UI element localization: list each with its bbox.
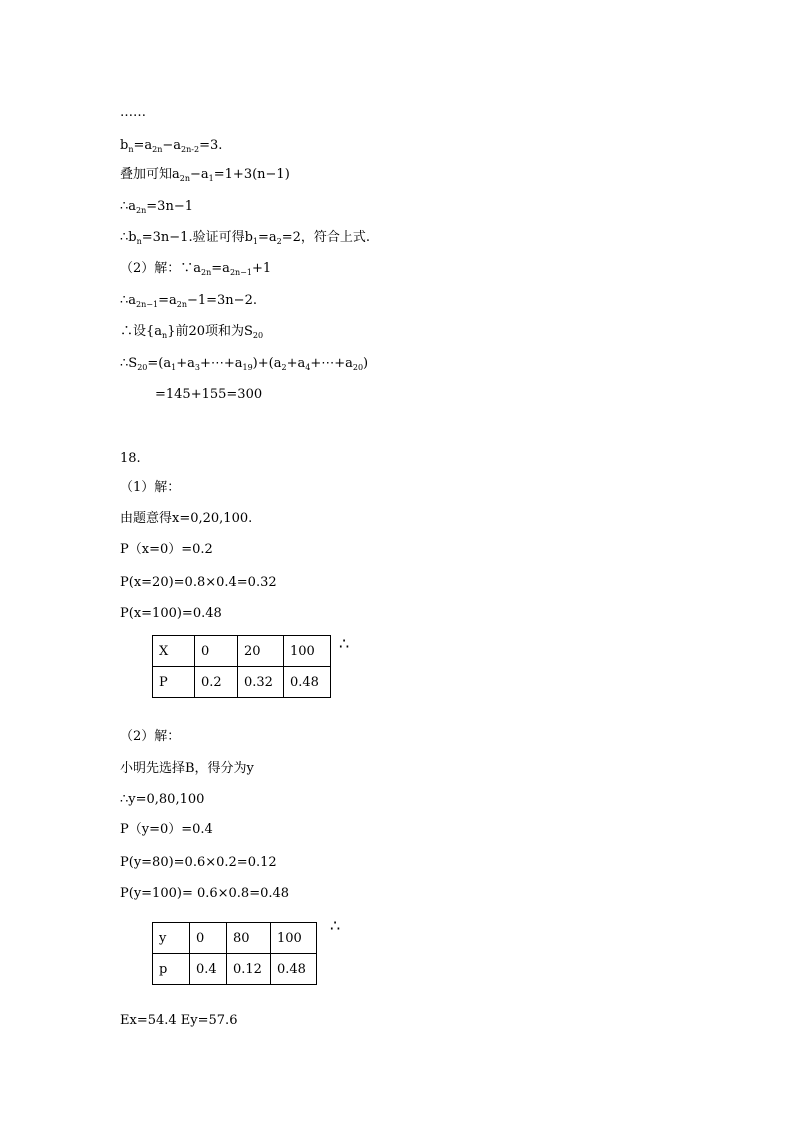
- table-row: [153, 954, 317, 985]
- line-part2-start: （2）解：$\because a_{2n}=a_{2n-1}+1$: [120, 261, 272, 277]
- table-cell: 80: [227, 923, 271, 954]
- distribution-table-x: [152, 635, 331, 698]
- table-cell: y: [153, 923, 190, 954]
- distribution-table-y: [152, 922, 317, 985]
- line-px100: P(x=100)=0.48: [120, 606, 222, 621]
- line-choose-b: 小明先选择B，得分为y: [120, 761, 254, 776]
- table-cell: 0.48: [284, 667, 331, 698]
- problem-number: 18.: [120, 451, 141, 466]
- expectations-line: Ex=54.4 Ey=57.6: [120, 1013, 238, 1028]
- table-cell: 0.12: [227, 954, 271, 985]
- line-py80: P(y=80)=0.6×0.2=0.12: [120, 855, 277, 870]
- line-px0: P（x=0）=0.2: [120, 542, 213, 557]
- line-sum: 叠加可知$a_{2n}-a_1=1+3(n-1)$: [120, 167, 290, 183]
- table-cell: 0.48: [271, 954, 317, 985]
- part1-heading: （1）解：: [120, 480, 181, 495]
- table-cell: p: [153, 954, 190, 985]
- line-bn-def: $b_n=a_{2n}-a_{2n-2}=3$.: [120, 138, 223, 154]
- table-row: [153, 923, 317, 954]
- line-py0: P（y=0）=0.4: [120, 822, 213, 837]
- table-cell: 0.4: [190, 954, 227, 985]
- table-cell: X: [153, 636, 195, 667]
- table-cell: 0.32: [238, 667, 284, 698]
- table-cell: 20: [238, 636, 284, 667]
- table-cell: 100: [284, 636, 331, 667]
- line-px20: P(x=20)=0.8×0.4=0.32: [120, 575, 277, 590]
- table-cell: 0: [195, 636, 238, 667]
- line-a2n: $\therefore a_{2n}=3n-1$: [120, 199, 193, 215]
- part2-heading: （2）解：: [120, 729, 181, 744]
- line-s20-sum: $\therefore S_{20}=(a_1+a_3+\cdots+a_{19})+(a_2+a_4+\cdots+a_{20})$: [120, 356, 369, 372]
- table-row: [153, 667, 331, 698]
- ellipsis: ……: [120, 105, 146, 120]
- line-py100: P(y=100)= 0.6×0.8=0.48: [120, 886, 290, 901]
- line-bn-verify: $\therefore b_n=3n-1$.验证可得$b_1=a_2=2$，符合上式.: [120, 230, 371, 246]
- table-cell: P: [153, 667, 195, 698]
- table-cell: 0: [190, 923, 227, 954]
- table-cell: 0.2: [195, 667, 238, 698]
- line-y-values: ∴y=0,80,100: [120, 792, 205, 807]
- line-s20-result: =145+155=300: [155, 387, 263, 402]
- line-s20-def: ∴设$\{a_n\}$前20项和为$S_{20}$: [120, 324, 264, 340]
- table-cell: 100: [271, 923, 317, 954]
- line-x-values: 由题意得x=0,20,100.: [120, 511, 253, 526]
- therefore-symbol: ∴: [339, 634, 350, 653]
- therefore-symbol: ∴: [330, 916, 341, 935]
- line-a2n-1: $\therefore a_{2n-1}=a_{2n}-1=3n-2$.: [120, 293, 257, 309]
- table-row: [153, 636, 331, 667]
